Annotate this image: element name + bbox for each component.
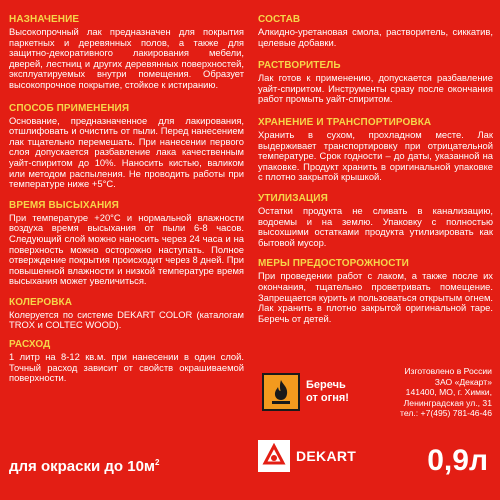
manufacturer-line: ЗАО «Декарт»	[434, 376, 492, 387]
section-precautions	[258, 258, 493, 324]
section-heading: ХРАНЕНИЕ И ТРАНСПОРТИРОВКА	[258, 116, 432, 128]
coverage-sup: 2	[155, 458, 160, 467]
coverage-main: для окраски до 10м	[9, 458, 156, 475]
brand-name: DEKART	[296, 448, 357, 464]
section-storage	[258, 117, 493, 183]
manufacturer-info	[368, 366, 492, 419]
brand	[258, 440, 356, 472]
section-application	[9, 103, 244, 190]
section-heading: СОСТАВ	[258, 14, 301, 25]
section-heading: МЕРЫ ПРЕДОСТОРОЖНОСТИ	[258, 258, 409, 270]
section-text: Остатки продукта не сливать в канализацию, водоемы и на землю. Упаковку с полностью высохшими остатками продукта утилизировать как бытовой мусор.	[258, 204, 493, 248]
section-text: Алкидно-уретановая смола, растворитель, сиккатив, целевые добавки.	[258, 26, 493, 48]
manufacturer-line: Ленинградская ул., 31	[403, 397, 492, 408]
section-colouring	[9, 297, 244, 331]
section-heading: СПОСОБ ПРИМЕНЕНИЯ	[9, 102, 130, 114]
flame-icon	[262, 373, 300, 411]
section-composition	[258, 14, 493, 48]
section-consumption	[9, 339, 244, 384]
section-text: При температуре +20°C и нормальной влажности воздуха время высыхания от пыли 6-8 часов. Следующий слой можно наносить через 24 часа и на поверхность можно осторожно наступать. Полное отверждение покрытия происходит через 8 дней. При повышенной влажности и низкой температуре время высыхания может увеличиться.	[9, 211, 244, 287]
section-text: 1 литр на 8-12 кв.м. при нанесении в один слой. Точный расход зависит от свойств окрашиваемой поверхности.	[9, 351, 244, 384]
section-heading: РАСТВОРИТЕЛЬ	[258, 60, 341, 72]
section-purpose	[9, 14, 244, 91]
section-text: Основание, предназначенное для лакирования, отшлифовать и очистить от пыли. Перед нанесением лак тщательно перемешать. При нанесении первого слоя допускается разбавление лака качественным уайт-спиритом до 10%. Наносить кистью, валиком или методом распыления. Не проводить работы при температуре ниже +5°C.	[9, 114, 244, 190]
section-heading: НАЗНАЧЕНИЕ	[9, 14, 80, 25]
coverage-text	[9, 458, 159, 475]
section-text: При проведении работ с лаком, а также после их окончания, тщательно проветривать помещение. Запрещается курить и пользоваться открытым огнем. Лак хранить в плотно закрытой оригинальной таре. Беречь от детей.	[258, 270, 493, 324]
warning-line: Беречь	[306, 379, 346, 391]
section-text: Хранить в сухом, прохладном месте. Лак выдерживает транспортировку при отрицательной температуре. Срок годности – до даты, указанной на упаковке. Продукт хранить в оригинальной упаковке с плотно закрытой крышкой.	[258, 128, 493, 183]
manufacturer-line: Изготовлено в России	[404, 366, 492, 376]
section-heading: ВРЕМЯ ВЫСЫХАНИЯ	[9, 199, 119, 211]
volume: 0,9л	[427, 444, 488, 477]
section-drying	[9, 200, 244, 287]
section-text: Колеруется по системе DEKART COLOR (каталогам TROX и COLTEC WOOD).	[9, 308, 244, 331]
fire-warning	[262, 366, 366, 418]
right-column	[258, 14, 493, 332]
section-text: Лак готов к применению, допускается разбавление уайт-спиритом. Инструменты сразу после окончания работ промыть уайт-спиритом.	[258, 72, 493, 105]
section-disposal	[258, 193, 493, 248]
section-heading: РАСХОД	[9, 339, 51, 351]
warning-text	[306, 379, 349, 405]
manufacturer-line: тел.: +7(495) 781-46-46	[400, 408, 492, 419]
section-text: Высокопрочный лак предназначен для покрытия паркетных и деревянных полов, а также для защитно-декоративного лакирования мебели, дверей, лестниц и других деревянных поверхностей, эксплуатируемых внутри помещения. Образует высокопрочное покрытие, стойкое к истиранию.	[9, 26, 244, 90]
section-heading: КОЛЕРОВКА	[9, 296, 73, 308]
manufacturer-line: 141400, МО, г. Химки,	[405, 387, 492, 398]
left-column	[9, 14, 244, 392]
warning-line: от огня!	[306, 392, 349, 404]
dekart-logo-icon	[258, 440, 290, 472]
section-solvent	[258, 60, 493, 105]
section-heading: УТИЛИЗАЦИЯ	[258, 192, 328, 204]
